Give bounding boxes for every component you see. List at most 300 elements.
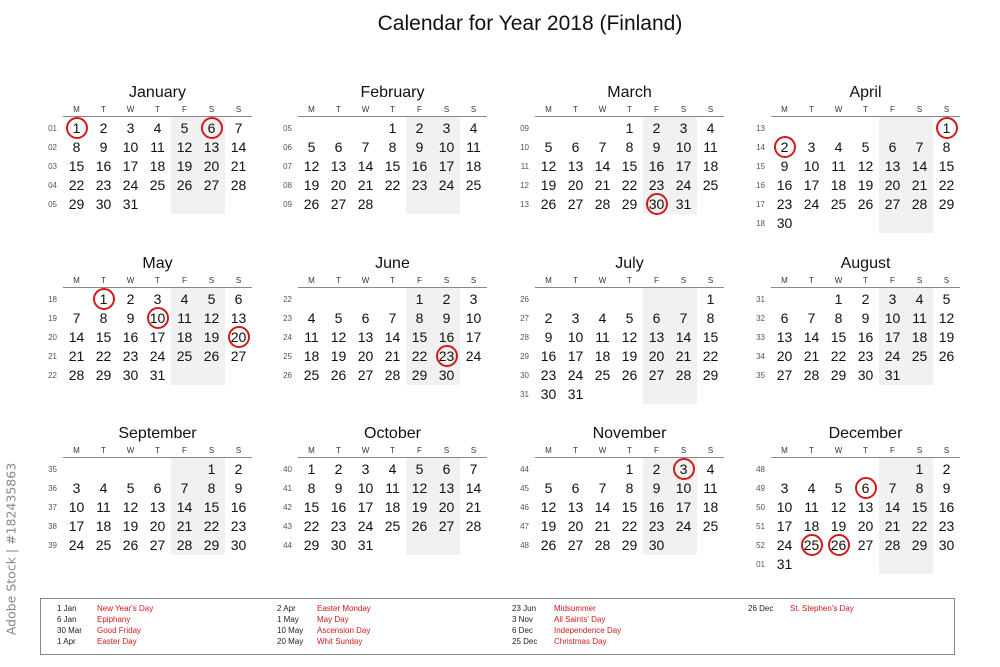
day-cell: 24 bbox=[567, 367, 584, 383]
day-cell: 20 bbox=[203, 158, 220, 174]
day-cell: 23 bbox=[411, 177, 428, 193]
weekend-shading bbox=[879, 117, 933, 233]
day-cell: 29 bbox=[203, 537, 220, 553]
week-number: 07 bbox=[283, 162, 292, 171]
day-cell: 21 bbox=[230, 158, 247, 174]
day-cell: 30 bbox=[540, 386, 557, 402]
week-number: 35 bbox=[48, 465, 57, 474]
weekday-header bbox=[63, 276, 252, 287]
legend-date: 6 Jan bbox=[57, 615, 77, 624]
day-cell: 18 bbox=[702, 499, 719, 515]
day-cell: 17 bbox=[465, 329, 482, 345]
day-cell: 11 bbox=[177, 310, 192, 326]
day-cell: 25 bbox=[702, 518, 719, 534]
legend-date: 23 Jun bbox=[512, 604, 537, 613]
day-cell: 6 bbox=[571, 139, 580, 155]
day-cell: 13 bbox=[648, 329, 665, 345]
day-cell: 28 bbox=[465, 518, 482, 534]
day-cell: 25 bbox=[465, 177, 482, 193]
day-cell: 10 bbox=[675, 480, 692, 496]
week-number: 08 bbox=[283, 181, 292, 190]
day-cell: 29 bbox=[303, 537, 320, 553]
day-cell: 28 bbox=[594, 537, 611, 553]
day-cell: 4 bbox=[388, 461, 397, 477]
day-cell: 7 bbox=[469, 461, 478, 477]
day-cell: 1 bbox=[207, 461, 216, 477]
week-number: 52 bbox=[756, 541, 765, 550]
day-cell: 31 bbox=[122, 196, 139, 212]
day-cell: 6 bbox=[888, 139, 897, 155]
day-cell: 1 bbox=[625, 461, 634, 477]
day-cell: 1 bbox=[625, 120, 634, 136]
day-cell: 26 bbox=[830, 537, 847, 553]
day-cell: 10 bbox=[803, 158, 820, 174]
day-cell: 12 bbox=[411, 480, 428, 496]
day-cell: 11 bbox=[304, 329, 319, 345]
day-cell: 27 bbox=[357, 367, 374, 383]
weekday-label: F bbox=[182, 276, 187, 285]
day-cell: 1 bbox=[942, 120, 951, 136]
day-cell: 12 bbox=[540, 499, 557, 515]
week-number: 16 bbox=[756, 181, 765, 190]
weekday-header bbox=[771, 276, 960, 287]
day-cell: 30 bbox=[648, 537, 665, 553]
weekday-header bbox=[298, 105, 487, 116]
day-cell: 29 bbox=[938, 196, 955, 212]
day-cell: 6 bbox=[442, 461, 451, 477]
day-cell: 12 bbox=[122, 499, 139, 515]
day-cell: 17 bbox=[884, 329, 901, 345]
legend-holiday-name: All Saints' Day bbox=[554, 615, 606, 624]
day-cell: 26 bbox=[540, 196, 557, 212]
legend-row bbox=[277, 637, 371, 648]
day-cell: 23 bbox=[648, 177, 665, 193]
week-number: 35 bbox=[756, 371, 765, 380]
week-number: 19 bbox=[48, 314, 57, 323]
day-cell: 26 bbox=[938, 348, 955, 364]
weekday-label: S bbox=[916, 276, 923, 285]
day-cell: 3 bbox=[888, 291, 897, 307]
week-number: 31 bbox=[756, 295, 765, 304]
weekday-label: T bbox=[101, 446, 106, 455]
day-cell: 9 bbox=[780, 158, 789, 174]
legend-row bbox=[277, 615, 371, 626]
day-cell: 19 bbox=[938, 329, 955, 345]
day-cell: 6 bbox=[652, 310, 661, 326]
day-cell: 9 bbox=[942, 480, 951, 496]
day-cell: 13 bbox=[203, 139, 220, 155]
day-cell: 26 bbox=[857, 196, 874, 212]
weekday-label: T bbox=[390, 276, 395, 285]
day-cell: 27 bbox=[438, 518, 455, 534]
day-cell: 27 bbox=[330, 196, 347, 212]
day-cell: 30 bbox=[330, 537, 347, 553]
week-number: 40 bbox=[283, 465, 292, 474]
holiday-legend bbox=[40, 598, 955, 655]
week-number: 37 bbox=[48, 503, 57, 512]
legend-row bbox=[512, 637, 621, 648]
day-cell: 7 bbox=[361, 139, 370, 155]
week-number: 48 bbox=[520, 541, 529, 550]
day-cell: 15 bbox=[411, 329, 428, 345]
day-cell: 20 bbox=[230, 329, 247, 345]
day-cell: 15 bbox=[621, 158, 638, 174]
month-name: February bbox=[360, 84, 425, 101]
day-cell: 22 bbox=[68, 177, 85, 193]
day-cell: 3 bbox=[153, 291, 162, 307]
day-cell: 12 bbox=[176, 139, 193, 155]
weekday-label: F bbox=[417, 446, 422, 455]
day-cell: 25 bbox=[95, 537, 112, 553]
weekday-header bbox=[535, 105, 724, 116]
day-cell: 25 bbox=[303, 367, 320, 383]
day-cell: 24 bbox=[884, 348, 901, 364]
weekday-label: W bbox=[126, 276, 135, 285]
day-cell: 5 bbox=[861, 139, 870, 155]
day-cell: 4 bbox=[153, 120, 162, 136]
weekday-label: T bbox=[573, 105, 578, 114]
day-cell: 2 bbox=[652, 120, 661, 136]
day-cell: 24 bbox=[357, 518, 374, 534]
legend-date: 3 Nov bbox=[512, 615, 533, 624]
weekday-label: S bbox=[208, 276, 215, 285]
legend-row bbox=[57, 626, 153, 637]
day-cell: 8 bbox=[415, 310, 424, 326]
day-cell: 2 bbox=[780, 139, 789, 155]
weekday-label: M bbox=[73, 276, 80, 285]
day-cell: 21 bbox=[465, 499, 482, 515]
day-cell: 4 bbox=[807, 480, 816, 496]
day-cell: 10 bbox=[567, 329, 584, 345]
day-cell: 16 bbox=[938, 499, 955, 515]
day-cell: 12 bbox=[830, 499, 847, 515]
day-cell: 15 bbox=[830, 329, 847, 345]
day-cell: 6 bbox=[234, 291, 243, 307]
legend-row bbox=[277, 626, 371, 637]
day-cell: 18 bbox=[830, 177, 847, 193]
week-number: 03 bbox=[48, 162, 57, 171]
day-cell: 4 bbox=[469, 120, 478, 136]
day-cell: 19 bbox=[303, 177, 320, 193]
day-cell: 25 bbox=[911, 348, 928, 364]
weekday-label: T bbox=[809, 446, 814, 455]
day-cell: 21 bbox=[384, 348, 401, 364]
day-cell: 14 bbox=[384, 329, 401, 345]
weekday-label: F bbox=[654, 105, 659, 114]
day-cell: 3 bbox=[442, 120, 451, 136]
day-cell: 5 bbox=[544, 480, 553, 496]
day-cell: 18 bbox=[384, 499, 401, 515]
day-cell: 12 bbox=[203, 310, 220, 326]
day-cell: 10 bbox=[438, 139, 455, 155]
day-cell: 2 bbox=[942, 461, 951, 477]
day-cell: 18 bbox=[95, 518, 112, 534]
day-cell: 19 bbox=[540, 177, 557, 193]
day-cell: 22 bbox=[621, 518, 638, 534]
weekday-label: S bbox=[707, 105, 714, 114]
legend-row bbox=[512, 604, 621, 615]
day-cell: 27 bbox=[230, 348, 247, 364]
page-title: Calendar for Year 2018 (Finland) bbox=[377, 12, 683, 35]
day-cell: 20 bbox=[567, 518, 584, 534]
day-cell: 26 bbox=[621, 367, 638, 383]
day-cell: 26 bbox=[203, 348, 220, 364]
day-cell: 28 bbox=[594, 196, 611, 212]
day-cell: 28 bbox=[68, 367, 85, 383]
stock-watermark bbox=[4, 432, 18, 666]
weekday-header bbox=[63, 446, 252, 457]
day-cell: 31 bbox=[357, 537, 374, 553]
day-cell: 13 bbox=[438, 480, 455, 496]
week-number: 44 bbox=[520, 465, 529, 474]
day-cell: 8 bbox=[942, 139, 951, 155]
day-cell: 10 bbox=[776, 499, 793, 515]
day-cell: 16 bbox=[648, 158, 665, 174]
day-cell: 29 bbox=[411, 367, 428, 383]
day-cell: 12 bbox=[938, 310, 955, 326]
day-cell: 16 bbox=[857, 329, 874, 345]
legend-row bbox=[512, 626, 621, 637]
day-cell: 30 bbox=[122, 367, 139, 383]
day-cell: 24 bbox=[675, 518, 692, 534]
weekday-label: S bbox=[208, 446, 215, 455]
day-cell: 11 bbox=[703, 139, 718, 155]
weekday-label: W bbox=[598, 105, 607, 114]
week-number: 42 bbox=[283, 503, 292, 512]
day-cell: 12 bbox=[330, 329, 347, 345]
week-number: 39 bbox=[48, 541, 57, 550]
day-cell: 7 bbox=[888, 480, 897, 496]
day-cell: 20 bbox=[857, 518, 874, 534]
day-cell: 31 bbox=[149, 367, 166, 383]
day-cell: 14 bbox=[230, 139, 247, 155]
day-cell: 27 bbox=[567, 537, 584, 553]
day-cell: 4 bbox=[706, 461, 715, 477]
day-cell: 15 bbox=[938, 158, 955, 174]
week-number: 47 bbox=[520, 522, 529, 531]
day-cell: 25 bbox=[803, 537, 820, 553]
day-cell: 21 bbox=[911, 177, 928, 193]
day-cell: 25 bbox=[384, 518, 401, 534]
day-cell: 2 bbox=[442, 291, 451, 307]
week-number: 18 bbox=[48, 295, 57, 304]
day-cell: 15 bbox=[303, 499, 320, 515]
day-cell: 28 bbox=[884, 537, 901, 553]
day-cell: 8 bbox=[834, 310, 843, 326]
day-cell: 5 bbox=[334, 310, 343, 326]
day-cell: 10 bbox=[675, 139, 692, 155]
day-cell: 11 bbox=[912, 310, 927, 326]
day-cell: 14 bbox=[911, 158, 928, 174]
day-cell: 13 bbox=[857, 499, 874, 515]
weekday-label: W bbox=[361, 276, 370, 285]
day-cell: 5 bbox=[207, 291, 216, 307]
day-cell: 18 bbox=[702, 158, 719, 174]
week-number: 49 bbox=[756, 484, 765, 493]
day-cell: 23 bbox=[230, 518, 247, 534]
weekday-label: S bbox=[443, 276, 450, 285]
day-cell: 2 bbox=[415, 120, 424, 136]
legend-row bbox=[57, 637, 153, 648]
weekday-label: W bbox=[834, 446, 843, 455]
day-cell: 30 bbox=[938, 537, 955, 553]
month-name: August bbox=[840, 255, 891, 272]
day-cell: 1 bbox=[72, 120, 81, 136]
day-cell: 20 bbox=[330, 177, 347, 193]
day-cell: 26 bbox=[176, 177, 193, 193]
week-number: 29 bbox=[520, 352, 529, 361]
legend-holiday-name: May Day bbox=[317, 615, 349, 624]
day-cell: 14 bbox=[803, 329, 820, 345]
day-cell: 15 bbox=[203, 499, 220, 515]
day-cell: 24 bbox=[776, 537, 793, 553]
day-cell: 7 bbox=[807, 310, 816, 326]
day-cell: 3 bbox=[807, 139, 816, 155]
month-name: December bbox=[828, 425, 903, 442]
month-name: November bbox=[592, 425, 667, 442]
day-cell: 12 bbox=[857, 158, 874, 174]
day-cell: 27 bbox=[648, 367, 665, 383]
week-number: 02 bbox=[48, 143, 57, 152]
day-cell: 5 bbox=[307, 139, 316, 155]
weekday-label: T bbox=[627, 446, 632, 455]
day-cell: 16 bbox=[122, 329, 139, 345]
day-cell: 30 bbox=[857, 367, 874, 383]
day-cell: 16 bbox=[648, 499, 665, 515]
day-cell: 28 bbox=[230, 177, 247, 193]
day-cell: 3 bbox=[361, 461, 370, 477]
week-number: 30 bbox=[520, 371, 529, 380]
day-cell: 8 bbox=[625, 480, 634, 496]
month-name: October bbox=[364, 425, 421, 442]
day-cell: 4 bbox=[706, 120, 715, 136]
day-cell: 13 bbox=[357, 329, 374, 345]
day-cell: 20 bbox=[149, 518, 166, 534]
day-cell: 17 bbox=[438, 158, 455, 174]
day-cell: 22 bbox=[830, 348, 847, 364]
day-cell: 2 bbox=[334, 461, 343, 477]
legend-holiday-name: Easter Monday bbox=[317, 604, 371, 613]
day-cell: 5 bbox=[544, 139, 553, 155]
day-cell: 4 bbox=[834, 139, 843, 155]
weekday-label: T bbox=[390, 105, 395, 114]
day-cell: 29 bbox=[621, 537, 638, 553]
day-cell: 30 bbox=[438, 367, 455, 383]
day-cell: 29 bbox=[68, 196, 85, 212]
day-cell: 8 bbox=[706, 310, 715, 326]
day-cell: 27 bbox=[776, 367, 793, 383]
day-cell: 24 bbox=[68, 537, 85, 553]
week-number: 09 bbox=[520, 124, 529, 133]
day-cell: 13 bbox=[567, 499, 584, 515]
weekday-label: F bbox=[182, 446, 187, 455]
day-cell: 31 bbox=[567, 386, 584, 402]
day-cell: 23 bbox=[540, 367, 557, 383]
week-number: 23 bbox=[283, 314, 292, 323]
week-number: 24 bbox=[283, 333, 292, 342]
week-number: 04 bbox=[48, 181, 57, 190]
day-cell: 2 bbox=[544, 310, 553, 326]
weekday-label: F bbox=[890, 446, 895, 455]
day-cell: 28 bbox=[384, 367, 401, 383]
day-cell: 16 bbox=[330, 499, 347, 515]
legend-date: 30 Mar bbox=[57, 626, 82, 635]
legend-holiday-name: Epiphany bbox=[97, 615, 131, 624]
weekday-label: W bbox=[361, 105, 370, 114]
legend-holiday-name: Ascension Day bbox=[317, 626, 371, 635]
day-cell: 5 bbox=[942, 291, 951, 307]
day-cell: 5 bbox=[625, 310, 634, 326]
week-number: 28 bbox=[520, 333, 529, 342]
day-cell: 17 bbox=[776, 518, 793, 534]
day-cell: 20 bbox=[884, 177, 901, 193]
day-cell: 23 bbox=[648, 518, 665, 534]
day-cell: 24 bbox=[122, 177, 139, 193]
day-cell: 3 bbox=[469, 291, 478, 307]
weekday-label: M bbox=[781, 105, 788, 114]
day-cell: 21 bbox=[176, 518, 193, 534]
legend-date: 25 Dec bbox=[512, 637, 538, 646]
day-cell: 3 bbox=[571, 310, 580, 326]
day-cell: 28 bbox=[176, 537, 193, 553]
day-cell: 23 bbox=[857, 348, 874, 364]
day-cell: 5 bbox=[415, 461, 424, 477]
day-cell: 12 bbox=[621, 329, 638, 345]
weekday-label: T bbox=[155, 446, 160, 455]
day-cell: 25 bbox=[702, 177, 719, 193]
weekday-label: S bbox=[235, 446, 242, 455]
weekday-label: T bbox=[155, 276, 160, 285]
week-number: 18 bbox=[756, 219, 765, 228]
day-cell: 9 bbox=[334, 480, 343, 496]
day-cell: 10 bbox=[884, 310, 901, 326]
week-number: 01 bbox=[756, 560, 765, 569]
legend-date: 2 Apr bbox=[277, 604, 296, 613]
day-cell: 18 bbox=[803, 518, 820, 534]
day-cell: 24 bbox=[675, 177, 692, 193]
day-cell: 19 bbox=[203, 329, 220, 345]
legend-date: 1 May bbox=[277, 615, 299, 624]
day-cell: 14 bbox=[357, 158, 374, 174]
weekday-label: W bbox=[834, 276, 843, 285]
week-number: 05 bbox=[283, 124, 292, 133]
weekday-label: S bbox=[470, 276, 477, 285]
weekday-label: S bbox=[235, 276, 242, 285]
weekday-label: T bbox=[627, 276, 632, 285]
day-cell: 21 bbox=[884, 518, 901, 534]
day-cell: 10 bbox=[465, 310, 482, 326]
day-cell: 7 bbox=[234, 120, 243, 136]
week-number: 14 bbox=[756, 143, 765, 152]
week-number: 38 bbox=[48, 522, 57, 531]
week-number: 31 bbox=[520, 390, 529, 399]
day-cell: 5 bbox=[180, 120, 189, 136]
weekday-label: T bbox=[336, 276, 341, 285]
weekday-label: F bbox=[654, 276, 659, 285]
day-cell: 20 bbox=[567, 177, 584, 193]
day-cell: 19 bbox=[411, 499, 428, 515]
day-cell: 9 bbox=[652, 139, 661, 155]
day-cell: 19 bbox=[122, 518, 139, 534]
week-number: 13 bbox=[520, 200, 529, 209]
weekday-label: S bbox=[943, 105, 950, 114]
legend-date: 6 Dec bbox=[512, 626, 533, 635]
week-number: 51 bbox=[756, 522, 765, 531]
day-cell: 21 bbox=[68, 348, 85, 364]
day-cell: 2 bbox=[99, 120, 108, 136]
day-cell: 14 bbox=[68, 329, 85, 345]
day-cell: 22 bbox=[411, 348, 428, 364]
